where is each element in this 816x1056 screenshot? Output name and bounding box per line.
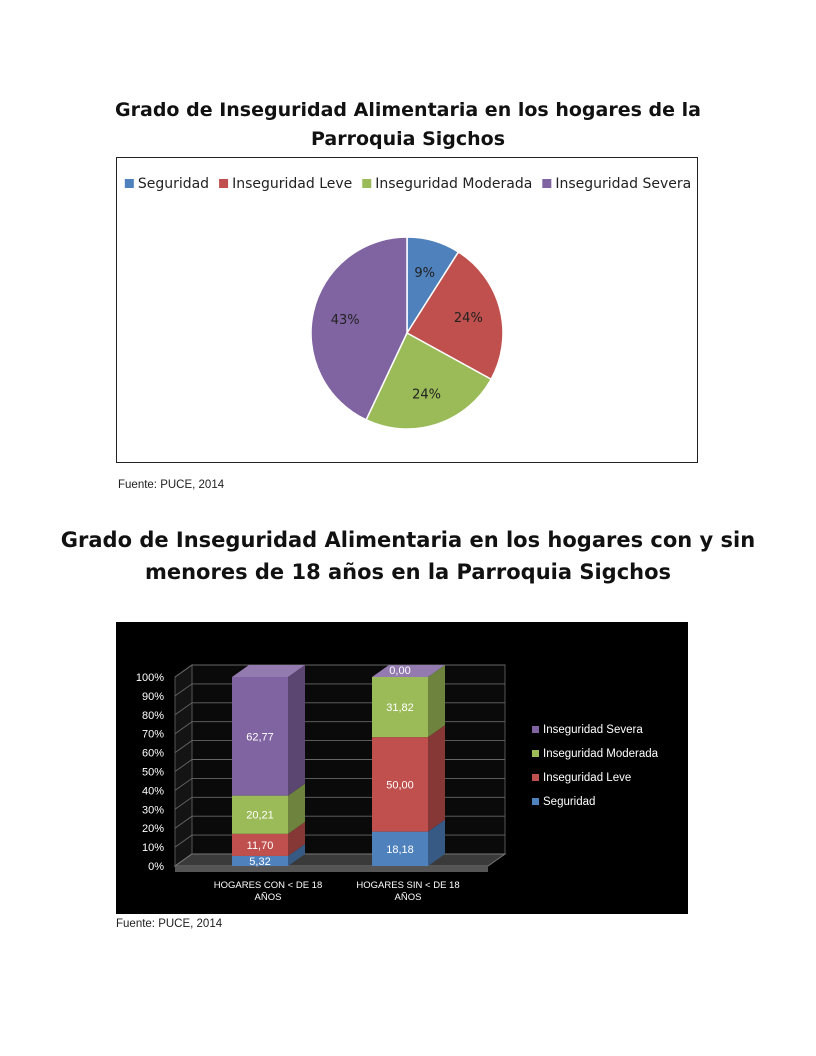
bar-legend-label-inseguridad-severa: Inseguridad Severa [543,724,643,736]
y-tick-label-80: 80% [141,709,164,722]
bar-chart-title-line1: Grado de Inseguridad Alimentaria en los hogares con y sin [60,528,756,552]
y-tick-label-20: 20% [141,823,164,836]
pie-legend-item-seguridad [125,176,209,192]
pie-chart-source: Fuente: PUCE, 2014 [118,479,225,491]
x-tick-label-1-line2: AÑOS [254,892,282,903]
y-tick-label-0: 0% [148,861,164,873]
bar-legend-label-inseguridad-leve: Inseguridad Leve [543,772,632,784]
pie-legend-swatch-inseguridad-severa [542,179,551,188]
data-label-inseguridad-severa-2: 0,00 [389,665,411,677]
x-tick-label-2-line2: AÑOS [394,892,422,903]
plot-area [175,665,505,872]
pie-chart-title-line2: Parroquia Sigchos [310,128,506,150]
bar-legend [532,724,659,808]
data-label-inseguridad-leve-2: 50,00 [386,779,414,792]
pie-data-label-inseguridad-severa: 43% [330,313,360,329]
bar-legend-swatch-inseguridad-moderada [532,750,539,757]
pie-legend-item-inseguridad-severa [542,176,691,192]
floor [175,854,505,866]
pie-chart-title-line1: Grado de Inseguridad Alimentaria en los hogares de la [115,99,701,121]
bar-stack-2 [372,665,445,866]
data-label-inseguridad-moderada-1: 20,21 [246,809,274,822]
y-axis [136,672,164,873]
pie-data-label-seguridad: 9% [414,266,435,282]
pie-chart-title [0,96,816,154]
pie-legend-swatch-seguridad [125,179,134,188]
y-tick-label-70: 70% [141,728,164,741]
bar-legend-swatch-inseguridad-leve [532,774,539,781]
data-label-inseguridad-moderada-2: 31,82 [386,702,414,715]
y-tick-label-10: 10% [141,842,164,855]
bar-legend-item-inseguridad-leve [532,772,631,784]
bar-segment-inseguridad-leve-2 [372,725,445,832]
y-tick-label-90: 90% [141,690,164,703]
pie-data-label-inseguridad-moderada: 24% [412,387,442,403]
bar-legend-label-inseguridad-moderada: Inseguridad Moderada [543,748,659,760]
bar-side-inseguridad-severa-1 [288,665,305,796]
pie-legend-label-inseguridad-leve: Inseguridad Leve [232,176,353,192]
data-label-inseguridad-leve-1: 11,70 [246,839,274,852]
y-tick-label-60: 60% [141,747,164,760]
bar-stack-1 [232,665,305,866]
bar-side-inseguridad-leve-2 [428,725,445,832]
bar-chart-source: Fuente: PUCE, 2014 [116,918,223,930]
pie-slices [311,237,503,429]
bar-legend-item-inseguridad-moderada [532,748,659,760]
stacked-bar-chart [116,622,688,914]
bar-legend-swatch-seguridad [532,798,539,805]
pie-legend-label-inseguridad-severa: Inseguridad Severa [555,176,692,192]
pie-chart-frame [116,157,698,463]
bar-legend-label-seguridad: Seguridad [543,796,596,808]
bar-legend-item-inseguridad-severa [532,724,643,736]
bar-chart-title-line2: menores de 18 años en la Parroquia Sigchos [144,560,672,584]
y-tick-label-30: 30% [141,804,164,817]
pie-legend-item-inseguridad-leve [219,176,352,192]
pie-legend-item-inseguridad-moderada [362,176,532,192]
bar-chart-frame [116,622,688,914]
y-tick-label-50: 50% [141,766,164,779]
pie-legend-label-inseguridad-moderada: Inseguridad Moderada [375,176,533,192]
pie-legend-label-seguridad: Seguridad [137,176,210,192]
y-tick-label-40: 40% [141,785,164,798]
bar-legend-item-seguridad [532,796,595,808]
bar-segment-inseguridad-severa-1 [232,665,305,796]
x-tick-label-1-line1: HOGARES CON < DE 18 [213,880,323,891]
pie-chart [117,158,699,464]
y-tick-label-100: 100% [135,672,164,684]
floor-edge [175,866,488,872]
pie-legend [125,176,691,192]
data-label-seguridad-2: 18,18 [386,843,414,856]
pie-data-label-inseguridad-leve: 24% [453,311,483,327]
data-label-seguridad-1: 5,32 [249,855,271,868]
pie-legend-swatch-inseguridad-leve [219,179,228,188]
bar-chart-title [0,524,816,588]
pie-legend-swatch-inseguridad-moderada [362,179,371,188]
x-tick-label-2-line1: HOGARES SIN < DE 18 [356,880,460,891]
bar-side-inseguridad-moderada-2 [428,665,445,737]
data-label-inseguridad-severa-1: 62,77 [246,731,274,744]
bar-legend-swatch-inseguridad-severa [532,726,539,733]
